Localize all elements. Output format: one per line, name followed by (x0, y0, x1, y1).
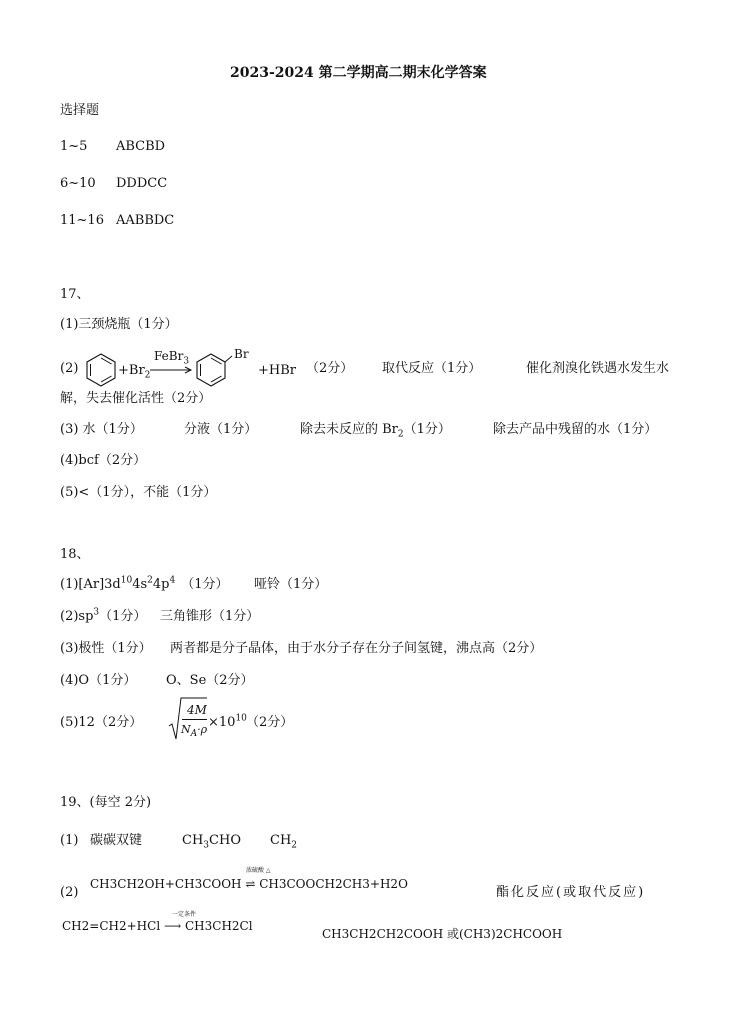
q17-part3-c: 除去未反应的 $Br_2(1$分） (300, 422, 451, 440)
q17-part3-a: (3) 水（1分） (60, 422, 143, 437)
q17-part2-number: (2) (60, 361, 79, 376)
hbr-product: +HBr (258, 363, 296, 378)
q17-part5: (5)<（1分），不能（1分） (60, 485, 217, 500)
q18-part5-a: (5)12（2分） (60, 715, 143, 730)
q19-part1-b: $CH_3CHO$ (182, 833, 241, 851)
q19-heading: 19、(每空 2分) (60, 795, 152, 810)
fraction-numerator: 4M (187, 703, 207, 717)
reaction-arrow-icon (150, 366, 194, 374)
q18-part3-a: (3)极性（1分） (60, 641, 152, 656)
mc-row-answers: AABBDC (116, 213, 175, 228)
q18-part1-b: 哑铃（1分） (254, 577, 328, 592)
mc-row-range: 1~5 (60, 139, 88, 154)
mc-row-answers: ABCBD (116, 139, 166, 154)
mc-heading: 选择题 (60, 103, 100, 118)
q19-part1-c: $CH_2$ (270, 833, 298, 851)
mc-row-range: 6~10 (60, 176, 96, 191)
q17-part3-d: 除去产品中残留的水（1分） (493, 422, 658, 437)
q17-catalyst-note: 催化剂溴化铁遇水发生水 (526, 361, 670, 376)
q18-part1: $(1)[Ar]3d^{10}4s^24p^4$ （1分） (60, 575, 229, 592)
q17-catalyst-note-cont: 解，失去催化活性（2分） (60, 391, 212, 406)
benzene-ring-icon (84, 352, 118, 388)
q19-addition-equation: CH2=CH2+HCl ⟶ CH3CH2Cl (62, 919, 253, 933)
q18-heading: 18、 (60, 547, 90, 562)
q18-part2-b: 三角锥形（1分） (160, 609, 260, 624)
q17-part3-b: 分液（1分） (184, 422, 258, 437)
q18-part4-a: (4)O（1分） (60, 673, 137, 688)
mc-row-answers: DDDCC (116, 176, 168, 191)
q18-part3-b: 两者都是分子晶体，由于水分子存在分子间氢键，沸点高（2分） (170, 641, 543, 656)
q19-part2-number: (2) (60, 885, 79, 900)
addition-condition: 一定条件 (172, 911, 197, 918)
esterification-conditions: 浓硫酸 △ (246, 867, 271, 874)
q18-part2: $(2)sp^3(1$分） (60, 607, 147, 624)
q19-part1-a: 碳碳双键 (90, 833, 143, 848)
mc-row-range: 11~16 (60, 213, 104, 228)
bromine-reactant: $+Br_2$ (118, 363, 151, 381)
esterification-equation: CH3CH2OH+CH3COOH ⇌ CH3COOCH2CH3+H2O (90, 877, 408, 891)
q17-reaction-type: 取代反应（1分） (382, 361, 482, 376)
q18-part4-b: O、Se（2分） (166, 673, 254, 688)
q19-part1-number: (1) (60, 833, 79, 848)
q17-part4: (4)bcf（2分） (60, 453, 147, 468)
q17-heading: 17、 (60, 287, 90, 302)
fraction-denominator: $N_A\cdot\rho$ (181, 723, 208, 740)
bromo-substituent-label: Br (234, 347, 249, 361)
q19-reaction-type: 酯化反应(或取代反应) (496, 885, 646, 900)
power-of-ten: $\times 10^{10}$ (208, 713, 247, 730)
fraction-bar (182, 719, 207, 720)
q17-part1: (1)三颈烧瓶（1分） (60, 317, 178, 332)
q18-part5-score: （2分） (246, 715, 294, 730)
bromobenzene-ring-icon (194, 352, 234, 388)
q19-isomers: CH3CH2CH2COOH 或(CH3)2CHCOOH (322, 927, 563, 941)
page-title: 2023-2024 第二学期高二期末化学答案 (230, 65, 487, 81)
q17-part2-score: （2分） (306, 361, 354, 376)
catalyst-label: FeBr$_3$ (154, 349, 190, 367)
